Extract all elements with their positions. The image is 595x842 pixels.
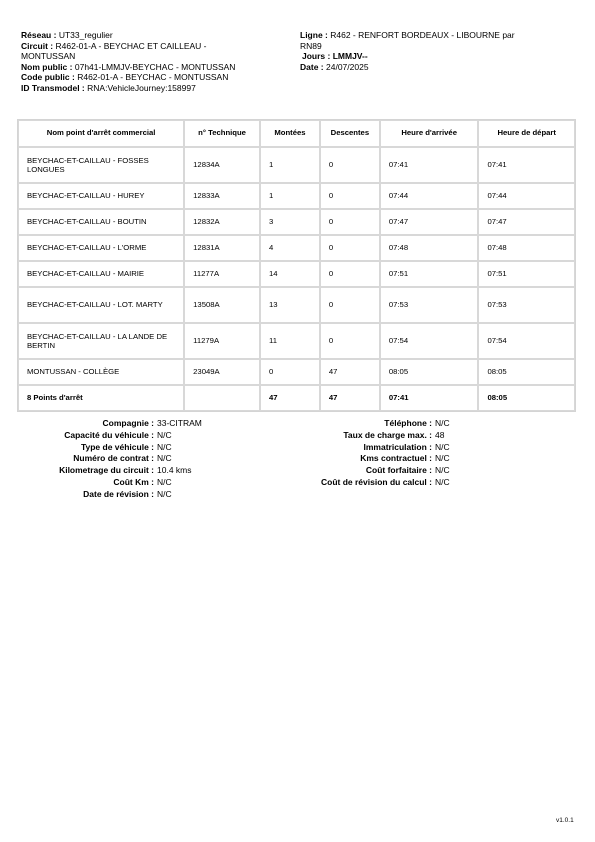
jours-value: LMMJV-- bbox=[332, 51, 368, 61]
stops-table bbox=[17, 119, 576, 412]
cell-tech: 12833A bbox=[184, 183, 260, 209]
info-row-compagnie bbox=[0, 418, 300, 430]
info-label: Numéro de contrat : bbox=[73, 453, 154, 464]
cell-descentes: 0 bbox=[320, 323, 380, 359]
cell-tech: 13508A bbox=[184, 287, 260, 323]
id-transmodel-value: RNA:VehicleJourney:158997 bbox=[87, 82, 196, 93]
info-value: N/C bbox=[157, 453, 172, 464]
cell-stop-name: BEYCHAC-ET-CAILLAU - L'ORME bbox=[18, 235, 184, 261]
cell-montees: 0 bbox=[260, 359, 320, 385]
table-total-row bbox=[18, 385, 575, 411]
code-public-value: R462-01-A - BEYCHAC - MONTUSSAN bbox=[77, 72, 229, 82]
info-value: 33-CITRAM bbox=[157, 418, 202, 428]
table-row bbox=[18, 183, 575, 209]
cell-depart: 08:05 bbox=[478, 359, 575, 385]
info-row-type-vehicule bbox=[0, 442, 300, 454]
cell-stop-name: BEYCHAC-ET-CAILLAU - MAIRIE bbox=[18, 261, 184, 287]
jours-line bbox=[300, 51, 570, 62]
table-row bbox=[18, 323, 575, 359]
date-line bbox=[300, 62, 570, 73]
ligne-line bbox=[300, 30, 570, 41]
info-row-taux-charge bbox=[295, 430, 595, 442]
cell-tech: 11277A bbox=[184, 261, 260, 287]
header-left bbox=[21, 30, 283, 93]
cell-tech: 23049A bbox=[184, 359, 260, 385]
cell-descentes: 0 bbox=[320, 235, 380, 261]
info-label: Date de révision : bbox=[83, 488, 154, 499]
total-stop-count: 8 Points d'arrêt bbox=[18, 385, 184, 411]
info-value: N/C bbox=[157, 476, 172, 487]
cell-montees: 1 bbox=[260, 183, 320, 209]
cell-arrivee: 07:48 bbox=[380, 235, 479, 261]
cell-montees: 14 bbox=[260, 261, 320, 287]
info-row-kilometrage bbox=[0, 465, 300, 477]
total-arrivee: 07:41 bbox=[380, 385, 479, 411]
cell-arrivee: 07:54 bbox=[380, 323, 479, 359]
cell-depart: 07:41 bbox=[478, 147, 575, 183]
cell-arrivee: 07:53 bbox=[380, 287, 479, 323]
total-descentes: 47 bbox=[320, 385, 380, 411]
total-montees: 47 bbox=[260, 385, 320, 411]
header-right bbox=[300, 30, 570, 72]
info-label: Capacité du véhicule : bbox=[64, 429, 154, 440]
col-header-tech: n° Technique bbox=[184, 120, 260, 147]
total-depart: 08:05 bbox=[478, 385, 575, 411]
info-label: Type de véhicule : bbox=[80, 441, 154, 452]
info-left-block bbox=[0, 418, 300, 501]
cell-depart: 07:44 bbox=[478, 183, 575, 209]
nom-public-label: Nom public : bbox=[21, 61, 73, 72]
date-value: 24/07/2025 bbox=[326, 61, 369, 72]
code-public-line bbox=[21, 72, 283, 83]
cell-montees: 3 bbox=[260, 209, 320, 235]
info-value: N/C bbox=[435, 476, 450, 487]
ligne-label: Ligne : bbox=[300, 30, 328, 40]
cell-montees: 13 bbox=[260, 287, 320, 323]
id-transmodel-label: ID Transmodel : bbox=[21, 82, 85, 93]
info-value: N/C bbox=[435, 465, 450, 476]
info-row-cout-revision bbox=[295, 477, 595, 489]
info-value: N/C bbox=[157, 429, 172, 440]
info-value: N/C bbox=[435, 453, 450, 464]
cell-depart: 07:48 bbox=[478, 235, 575, 261]
cell-arrivee: 08:05 bbox=[380, 359, 479, 385]
cell-arrivee: 07:41 bbox=[380, 147, 479, 183]
table-row bbox=[18, 147, 575, 183]
cell-descentes: 0 bbox=[320, 287, 380, 323]
cell-stop-name: BEYCHAC-ET-CAILLAU - LOT. MARTY bbox=[18, 287, 184, 323]
info-label: Kms contractuel : bbox=[360, 453, 432, 464]
col-header-arrivee: Heure d'arrivée bbox=[380, 120, 479, 147]
cell-stop-name: BEYCHAC-ET-CAILLAU - FOSSES LONGUES bbox=[18, 147, 184, 183]
circuit-value-line2: MONTUSSAN bbox=[21, 51, 76, 61]
ligne-value-line2: RN89 bbox=[300, 40, 322, 51]
info-row-numero-contrat bbox=[0, 453, 300, 465]
info-label: Compagnie : bbox=[102, 418, 154, 428]
cell-depart: 07:54 bbox=[478, 323, 575, 359]
cell-montees: 1 bbox=[260, 147, 320, 183]
cell-descentes: 0 bbox=[320, 183, 380, 209]
info-row-cout-forfaitaire bbox=[295, 465, 595, 477]
cell-montees: 11 bbox=[260, 323, 320, 359]
cell-tech: 11279A bbox=[184, 323, 260, 359]
info-value: N/C bbox=[157, 488, 172, 499]
info-row-telephone bbox=[295, 418, 595, 430]
date-label: Date : bbox=[300, 61, 324, 72]
table-row bbox=[18, 261, 575, 287]
info-value: 48 bbox=[435, 429, 445, 440]
info-value: N/C bbox=[157, 441, 172, 452]
cell-descentes: 0 bbox=[320, 261, 380, 287]
version-label: v1.0.1 bbox=[556, 817, 574, 824]
cell-arrivee: 07:51 bbox=[380, 261, 479, 287]
id-transmodel-line bbox=[21, 83, 283, 94]
cell-arrivee: 07:47 bbox=[380, 209, 479, 235]
jours-label: Jours : bbox=[302, 51, 331, 61]
cell-depart: 07:51 bbox=[478, 261, 575, 287]
cell-montees: 4 bbox=[260, 235, 320, 261]
info-label: Coût de révision du calcul : bbox=[321, 476, 432, 487]
info-label: Téléphone : bbox=[384, 418, 432, 428]
info-value: N/C bbox=[435, 418, 450, 428]
stops-table-wrapper bbox=[17, 119, 576, 412]
table-header-row bbox=[18, 120, 575, 147]
cell-depart: 07:47 bbox=[478, 209, 575, 235]
table-row bbox=[18, 287, 575, 323]
reseau-label: Réseau : bbox=[21, 30, 57, 40]
cell-stop-name: MONTUSSAN - COLLÈGE bbox=[18, 359, 184, 385]
info-right-block bbox=[295, 418, 595, 489]
col-header-name: Nom point d'arrêt commercial bbox=[18, 120, 184, 147]
total-tech bbox=[184, 385, 260, 411]
reseau-value: UT33_regulier bbox=[58, 30, 113, 40]
info-label: Kilometrage du circuit : bbox=[59, 465, 154, 476]
info-row-kms-contractuel bbox=[295, 453, 595, 465]
info-value: 10.4 kms bbox=[157, 465, 192, 476]
cell-stop-name: BEYCHAC-ET-CAILLAU - HUREY bbox=[18, 183, 184, 209]
cell-tech: 12834A bbox=[184, 147, 260, 183]
info-label: Taux de charge max. : bbox=[343, 429, 432, 440]
cell-arrivee: 07:44 bbox=[380, 183, 479, 209]
info-row-date-revision bbox=[0, 489, 300, 501]
code-public-label: Code public : bbox=[21, 72, 75, 82]
info-label: Immatriculation : bbox=[363, 441, 432, 452]
cell-depart: 07:53 bbox=[478, 287, 575, 323]
cell-descentes: 47 bbox=[320, 359, 380, 385]
circuit-line bbox=[21, 41, 283, 52]
nom-public-value: 07h41-LMMJV-BEYCHAC - MONTUSSAN bbox=[74, 61, 236, 72]
reseau-line bbox=[21, 30, 283, 41]
col-header-montees: Montées bbox=[260, 120, 320, 147]
table-row bbox=[18, 359, 575, 385]
cell-descentes: 0 bbox=[320, 147, 380, 183]
info-label: Coût forfaitaire : bbox=[365, 465, 432, 476]
cell-stop-name: BEYCHAC-ET-CAILLAU - LA LANDE DE BERTIN bbox=[18, 323, 184, 359]
circuit-label: Circuit : bbox=[21, 40, 54, 51]
col-header-descentes: Descentes bbox=[320, 120, 380, 147]
table-row bbox=[18, 209, 575, 235]
info-row-capacite bbox=[0, 430, 300, 442]
col-header-depart: Heure de départ bbox=[478, 120, 575, 147]
nom-public-line bbox=[21, 62, 283, 73]
cell-stop-name: BEYCHAC-ET-CAILLAU - BOUTIN bbox=[18, 209, 184, 235]
cell-tech: 12832A bbox=[184, 209, 260, 235]
info-label: Coût Km : bbox=[113, 476, 154, 487]
info-value: N/C bbox=[435, 441, 450, 452]
info-row-cout-km bbox=[0, 477, 300, 489]
cell-tech: 12831A bbox=[184, 235, 260, 261]
info-row-immatriculation bbox=[295, 442, 595, 454]
table-row bbox=[18, 235, 575, 261]
circuit-value: R462-01-A - BEYCHAC ET CAILLEAU - bbox=[55, 40, 207, 51]
ligne-value: R462 - RENFORT BORDEAUX - LIBOURNE par bbox=[330, 30, 515, 40]
cell-descentes: 0 bbox=[320, 209, 380, 235]
